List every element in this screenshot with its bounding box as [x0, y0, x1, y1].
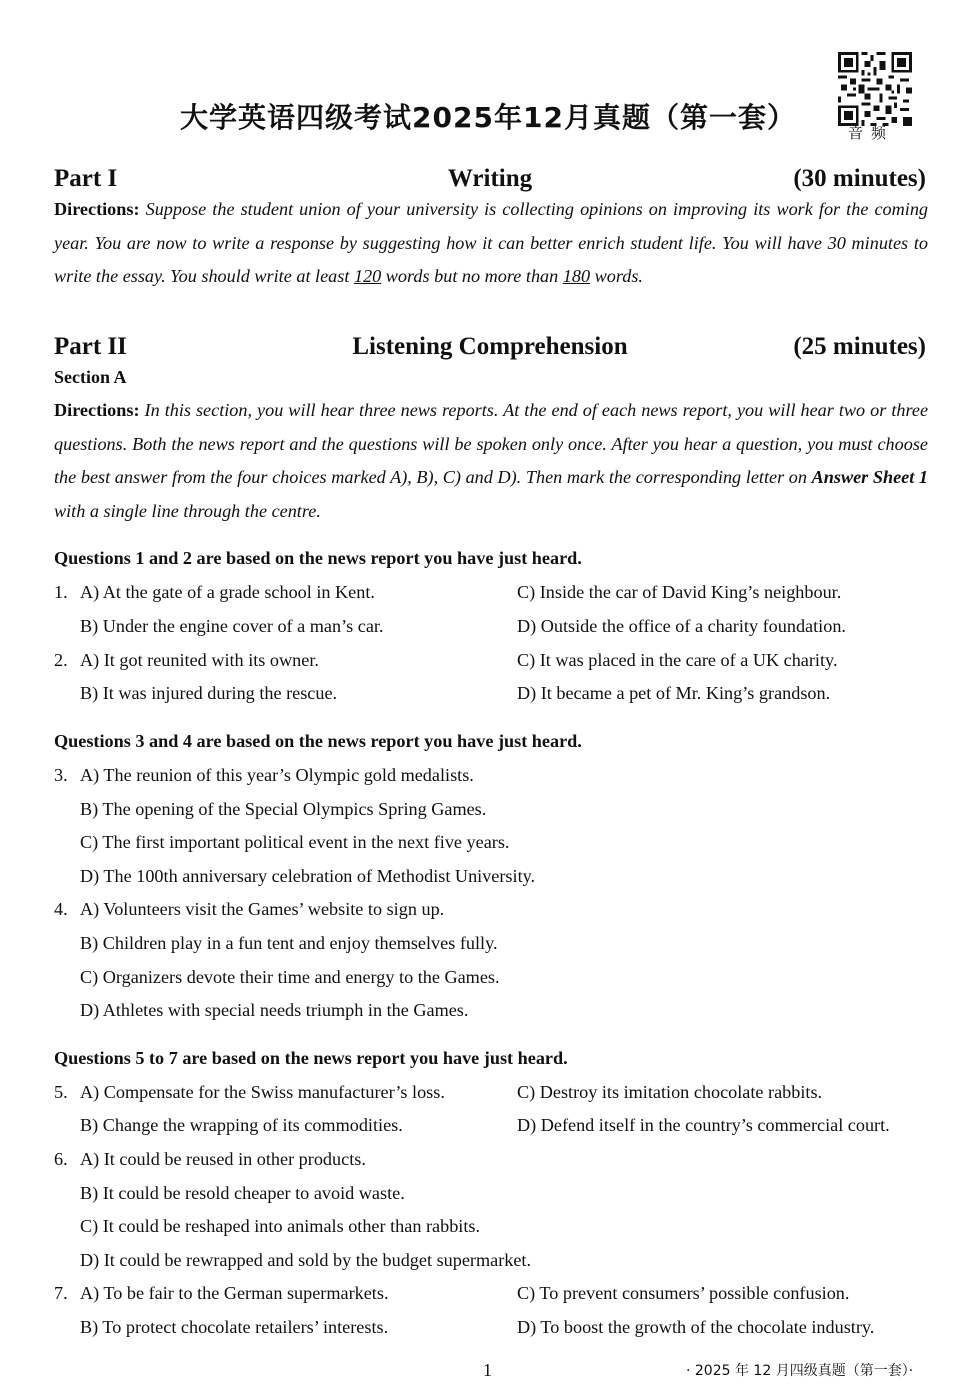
question-number: 3.: [54, 765, 68, 785]
option-d: D) The 100th anniversary celebration of Methodist University.: [80, 866, 536, 886]
option-d: D) It could be rewrapped and sold by the budget supermarket.: [80, 1250, 532, 1270]
directions-text: write the essay. You should write at least: [54, 266, 350, 286]
question-number: 4.: [54, 899, 68, 919]
option-a: A) The reunion of this year’s Olympic gold medalists.: [80, 765, 474, 785]
option-d: D) To boost the growth of the chocolate industry.: [517, 1317, 875, 1337]
footer-exam-label: · 2025 年 12 月四级真题（第一套）·: [686, 1363, 914, 1379]
question-number: 5.: [54, 1082, 68, 1102]
question-number: 1.: [54, 582, 68, 602]
option-b: B) To protect chocolate retailers’ interests.: [80, 1317, 389, 1337]
option-c: C) To prevent consumers’ possible confusion.: [517, 1283, 850, 1303]
directions-label: Directions:: [54, 199, 140, 219]
option-a: A) Compensate for the Swiss manufacturer’s loss.: [80, 1082, 445, 1102]
option-d: D) Athletes with special needs triumph in the Games.: [80, 1000, 469, 1020]
qr-audio-label: 音频: [848, 124, 895, 142]
option-d: D) It became a pet of Mr. King’s grandson.: [517, 683, 831, 703]
question-number: 7.: [54, 1283, 68, 1303]
directions-text: words but no more than: [385, 266, 559, 286]
page-number: 1: [483, 1360, 492, 1380]
option-a: A) To be fair to the German supermarkets.: [80, 1283, 389, 1303]
option-d: D) Defend itself in the country’s commercial court.: [517, 1115, 890, 1135]
option-b: B) Under the engine cover of a man’s car.: [80, 616, 384, 636]
directions-text: must choose the best answer from the four choices marked A), B), C) and D). Then mark the corresponding letter: [54, 433, 928, 487]
question-number: 6.: [54, 1149, 68, 1169]
option-a: A) It could be reused in other products.: [80, 1149, 366, 1169]
directions-text: words.: [594, 266, 643, 286]
directions-text: Suppose the student union of your university is collecting opinions on improving its work for the coming: [145, 199, 929, 219]
option-c: C) It could be reshaped into animals other than rabbits.: [80, 1216, 481, 1236]
question-group-heading: Questions 1 and 2 are based on the news report you have just heard.: [54, 548, 582, 568]
section-a-label: Section A: [54, 367, 127, 387]
max-word-count: 180: [562, 266, 591, 286]
option-c: C) Destroy its imitation chocolate rabbits.: [517, 1082, 823, 1102]
directions-text: year. You are now to write a response by suggesting how it can better enrich student life. You will have 30 minutes to: [54, 232, 928, 253]
part1-time: (30 minutes): [793, 165, 926, 192]
option-c: C) Inside the car of David King’s neighbour.: [517, 582, 842, 602]
part2-header: [54, 333, 926, 361]
qr-code-icon[interactable]: [838, 52, 912, 126]
option-b: B) It could be resold cheaper to avoid waste.: [80, 1183, 405, 1203]
part2-title: Listening Comprehension: [352, 333, 628, 360]
part2-time: (25 minutes): [793, 333, 926, 360]
directions-text: three questions. Both the news report and the questions will be spoken only once. After you hear a question, you: [54, 400, 929, 454]
page-title: 大学英语四级考试2025年12月真题（第一套）: [180, 101, 796, 134]
part2-directions: [54, 394, 928, 528]
option-c: C) Organizers devote their time and energy to the Games.: [80, 967, 500, 987]
part1-label: Part I: [54, 165, 118, 192]
directions-text: In this section, you will hear three news reports. At the end of each news report, you will hear two or: [144, 400, 887, 420]
option-a: A) It got reunited with its owner.: [80, 650, 319, 670]
option-b: B) The opening of the Special Olympics Spring Games.: [80, 799, 487, 819]
directions-text: with a single line through the centre.: [54, 500, 321, 521]
directions-label: Directions:: [54, 400, 140, 420]
option-a: A) Volunteers visit the Games’ website to sign up.: [80, 899, 445, 919]
question-group-heading: Questions 5 to 7 are based on the news report you have just heard.: [54, 1048, 568, 1068]
option-b: B) Children play in a fun tent and enjoy themselves fully.: [80, 933, 498, 953]
option-d: D) Outside the office of a charity foundation.: [517, 616, 846, 636]
option-b: B) Change the wrapping of its commodities.: [80, 1115, 403, 1135]
min-word-count: 120: [353, 266, 382, 286]
answer-sheet-label: Answer Sheet 1: [811, 467, 929, 487]
part1-title: Writing: [447, 165, 533, 192]
part2-label: Part II: [54, 333, 127, 360]
directions-text: on: [788, 467, 807, 487]
option-a: A) At the gate of a grade school in Kent.: [80, 582, 375, 602]
part1-directions: [54, 193, 928, 294]
option-c: C) The first important political event in the next five years.: [80, 832, 510, 852]
question-group-heading: Questions 3 and 4 are based on the news report you have just heard.: [54, 731, 582, 751]
option-c: C) It was placed in the care of a UK charity.: [517, 650, 838, 670]
part1-header: [54, 165, 926, 193]
question-number: 2.: [54, 650, 68, 670]
option-b: B) It was injured during the rescue.: [80, 683, 338, 703]
